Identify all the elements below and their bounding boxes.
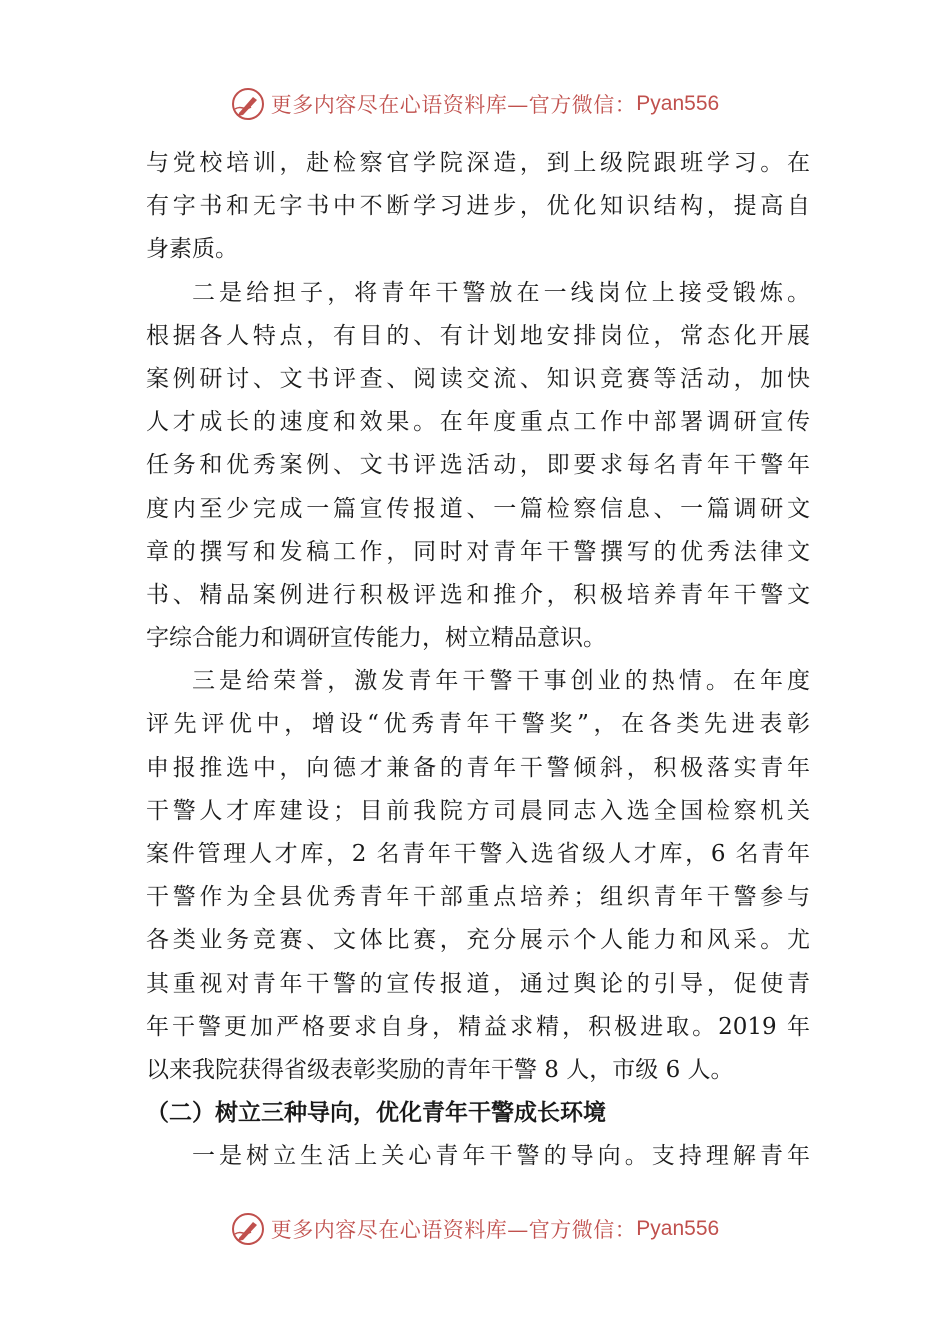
body-line: 有字书和无字书中不断学习进步，优化知识结构，提高自 (146, 193, 810, 220)
footer-banner (0, 1209, 950, 1249)
body-line: 字综合能力和调研宣传能力，树立精品意识。 (146, 625, 606, 652)
banner-wechat-id: Pyan556 (636, 92, 720, 115)
body-line: 评先评优中，增设“优秀青年干警奖”，在各类先进表彰 (146, 711, 810, 738)
body-line: 干警作为全县优秀青年干部重点培养；组织青年干警参与 (146, 884, 810, 911)
body-line: 以来我院获得省级表彰奖励的青年干警 8 人，市级 6 人。 (146, 1056, 734, 1083)
body-line: 年干警更加严格要求自身，精益求精，积极进取。2019 年 (146, 1013, 810, 1040)
body-line: 申报推选中，向德才兼备的青年干警倾斜，积极落实青年 (146, 754, 810, 781)
body-line: 书、精品案例进行积极评选和推介，积极培养青年干警文 (146, 581, 810, 608)
pen-logo-icon (231, 87, 265, 121)
document-body (146, 142, 810, 1179)
body-line: 各类业务竞赛、文体比赛，充分展示个人能力和风采。尤 (146, 927, 810, 954)
body-line: 案件管理人才库，2 名青年干警入选省级人才库，6 名青年 (146, 841, 810, 867)
body-line: 章的撰写和发稿工作，同时对青年干警撰写的优秀法律文 (146, 538, 810, 565)
banner-text: 更多内容尽在心语资料库—官方微信： (270, 1218, 637, 1242)
paragraph-start-line: 一是树立生活上关心青年干警的导向。支持理解青年 (192, 1143, 810, 1170)
banner-wechat-id: Pyan556 (636, 1217, 720, 1240)
header-banner (0, 84, 950, 124)
pen-logo-icon (231, 1212, 265, 1246)
body-line: 人才成长的速度和效果。在年度重点工作中部署调研宣传 (146, 409, 810, 436)
body-line: 其重视对青年干警的宣传报道，通过舆论的引导，促使青 (146, 970, 810, 997)
banner-text: 更多内容尽在心语资料库—官方微信： (270, 93, 637, 117)
paragraph-start-line: 三是给荣誉，激发青年干警干事创业的热情。在年度 (192, 668, 810, 695)
body-line: 与党校培训，赴检察官学院深造，到上级院跟班学习。在 (146, 150, 810, 176)
body-line: 根据各人特点，有目的、有计划地安排岗位，常态化开展 (146, 322, 810, 349)
body-line: 度内至少完成一篇宣传报道、一篇检察信息、一篇调研文 (146, 495, 810, 522)
section-heading: （二）树立三种导向，优化青年干警成长环境 (146, 1100, 606, 1127)
paragraph-start-line: 二是给担子，将青年干警放在一线岗位上接受锻炼。 (192, 279, 810, 306)
body-line: 身素质。 (146, 236, 238, 263)
body-line: 干警人才库建设；目前我院方司晨同志入选全国检察机关 (146, 797, 810, 824)
body-line: 任务和优秀案例、文书评选活动，即要求每名青年干警年 (146, 452, 810, 479)
body-line: 案例研讨、文书评查、阅读交流、知识竞赛等活动，加快 (146, 365, 810, 392)
